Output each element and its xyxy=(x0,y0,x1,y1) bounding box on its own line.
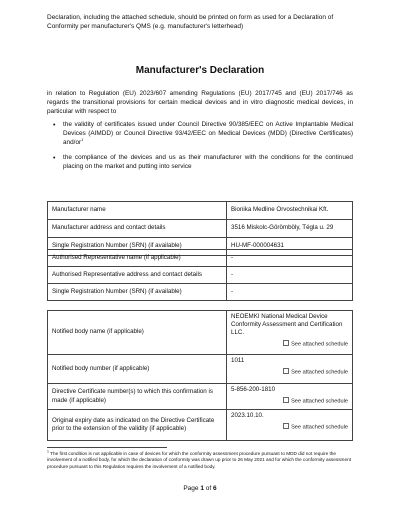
condition-item xyxy=(47,154,353,172)
see-attached-schedule: See attached schedule xyxy=(231,340,348,349)
see-attached-schedule: See attached schedule xyxy=(231,397,348,406)
table-row xyxy=(48,220,353,238)
footnote-text: The first condition is not applicable in case of devices for which the conformity assessment procedure pursuant to MDD did not require the involvement of a notified body, for which the declaration of conformity was drawn up prior to 26 May 2021 and for which the conformity assessment procedure pursuant to this Regulation requires the involvement of a notified body. xyxy=(47,451,351,469)
nb-number-value: 1011 xyxy=(231,357,245,364)
footnote-reference: 1 xyxy=(81,136,84,142)
nb-number-cell xyxy=(227,355,353,384)
manufacturer-srn-value: HU-MF-000004631 xyxy=(227,238,353,256)
certificate-number-label: Directive Certificate number(s) to which this confirmation is made (if applicable) xyxy=(48,384,227,410)
certificate-number-cell xyxy=(227,384,353,410)
print-disclaimer: Declaration, including the attached schedule, should be printed on form as used for a Declaration of Conformity per manufacturer's QMS (e.g. manufacturer's letterhead) xyxy=(47,14,334,30)
bullet-icon: • xyxy=(53,155,56,163)
footnote xyxy=(47,451,353,470)
manufacturer-name-value: Bionika Medline Orvostechnikai Kft. xyxy=(227,202,353,220)
manufacturer-address-value: 3516 Miskolc-Görömböly, Tégla u. 29 xyxy=(227,220,353,238)
expiry-date-cell xyxy=(227,410,353,441)
table-row xyxy=(48,202,353,220)
authorised-representative-table xyxy=(47,249,353,301)
manufacturer-table xyxy=(47,201,353,256)
nb-name-label: Notified body name (if applicable) xyxy=(48,311,227,355)
see-attached-schedule: See attached schedule xyxy=(231,368,348,377)
certificate-number-value: 5-856-200-1810 xyxy=(231,386,276,393)
expiry-date-label: Original expiry date as indicated on the Directive Certificate prior to the extension of the validity (if applicable) xyxy=(48,410,227,441)
nb-name-cell xyxy=(227,311,353,355)
ar-name-value: - xyxy=(227,250,353,267)
table-row xyxy=(48,267,353,284)
current-page: 1 xyxy=(200,485,204,492)
checkbox-icon[interactable] xyxy=(283,423,289,429)
checkbox-icon[interactable] xyxy=(283,368,289,374)
condition-list xyxy=(47,121,353,179)
condition-text: the validity of certificates issued under Council Directive 90/385/EEC on Active Implantable Medical Devices (AIMDD) or Council Directive 93/42/EEC on Medical Devices (MDD) (Directive Certificates) and/or xyxy=(63,121,353,146)
nb-number-label: Notified body number (if applicable) xyxy=(48,355,227,384)
ar-address-label: Authorised Representative address and contact details xyxy=(48,267,227,284)
condition-text: the compliance of the devices and us as their manufacturer with the conditions for the continued placing on the market and putting into service xyxy=(63,154,353,171)
page-title: Manufacturer's Declaration xyxy=(135,65,265,76)
checkbox-icon[interactable] xyxy=(283,397,289,403)
manufacturer-name-label: Manufacturer name xyxy=(48,202,227,220)
table-row xyxy=(48,355,353,384)
see-attached-schedule: See attached schedule xyxy=(231,423,348,432)
expiry-date-value: 2023.10.10. xyxy=(231,412,264,419)
ar-address-value: - xyxy=(227,267,353,284)
ar-name-label: Authorised Representative name (if applicable) xyxy=(48,250,227,267)
table-row xyxy=(48,250,353,267)
ar-srn-value: - xyxy=(227,284,353,301)
page-number: Page 1 of 6 xyxy=(183,485,217,492)
notified-body-table xyxy=(47,310,353,441)
ar-srn-label: Single Registration Number (SRN) (if available) xyxy=(48,284,227,301)
nb-name-value: NEOEMKI National Medical Device Conformity Assessment and Certification LLC. xyxy=(231,313,343,337)
total-pages: 6 xyxy=(213,485,217,492)
table-row xyxy=(48,410,353,441)
manufacturer-srn-label: Single Registration Number (SRN) (if available) xyxy=(48,238,227,256)
intro-paragraph: in relation to Regulation (EU) 2023/607 amending Regulations (EU) 2017/745 and (EU) 2017/746 as regards the transitional provisions for certain medical devices and in vitro diagnostic medical devices, in particular with respect to xyxy=(47,90,353,115)
condition-item xyxy=(47,121,353,147)
table-row xyxy=(48,284,353,301)
footnote-divider xyxy=(47,447,167,448)
table-row xyxy=(48,311,353,355)
manufacturer-address-label: Manufacturer address and contact details xyxy=(48,220,227,238)
bullet-icon: • xyxy=(53,122,56,129)
table-row xyxy=(48,384,353,410)
checkbox-icon[interactable] xyxy=(283,340,289,346)
footnote-mark: 1 xyxy=(47,449,49,454)
